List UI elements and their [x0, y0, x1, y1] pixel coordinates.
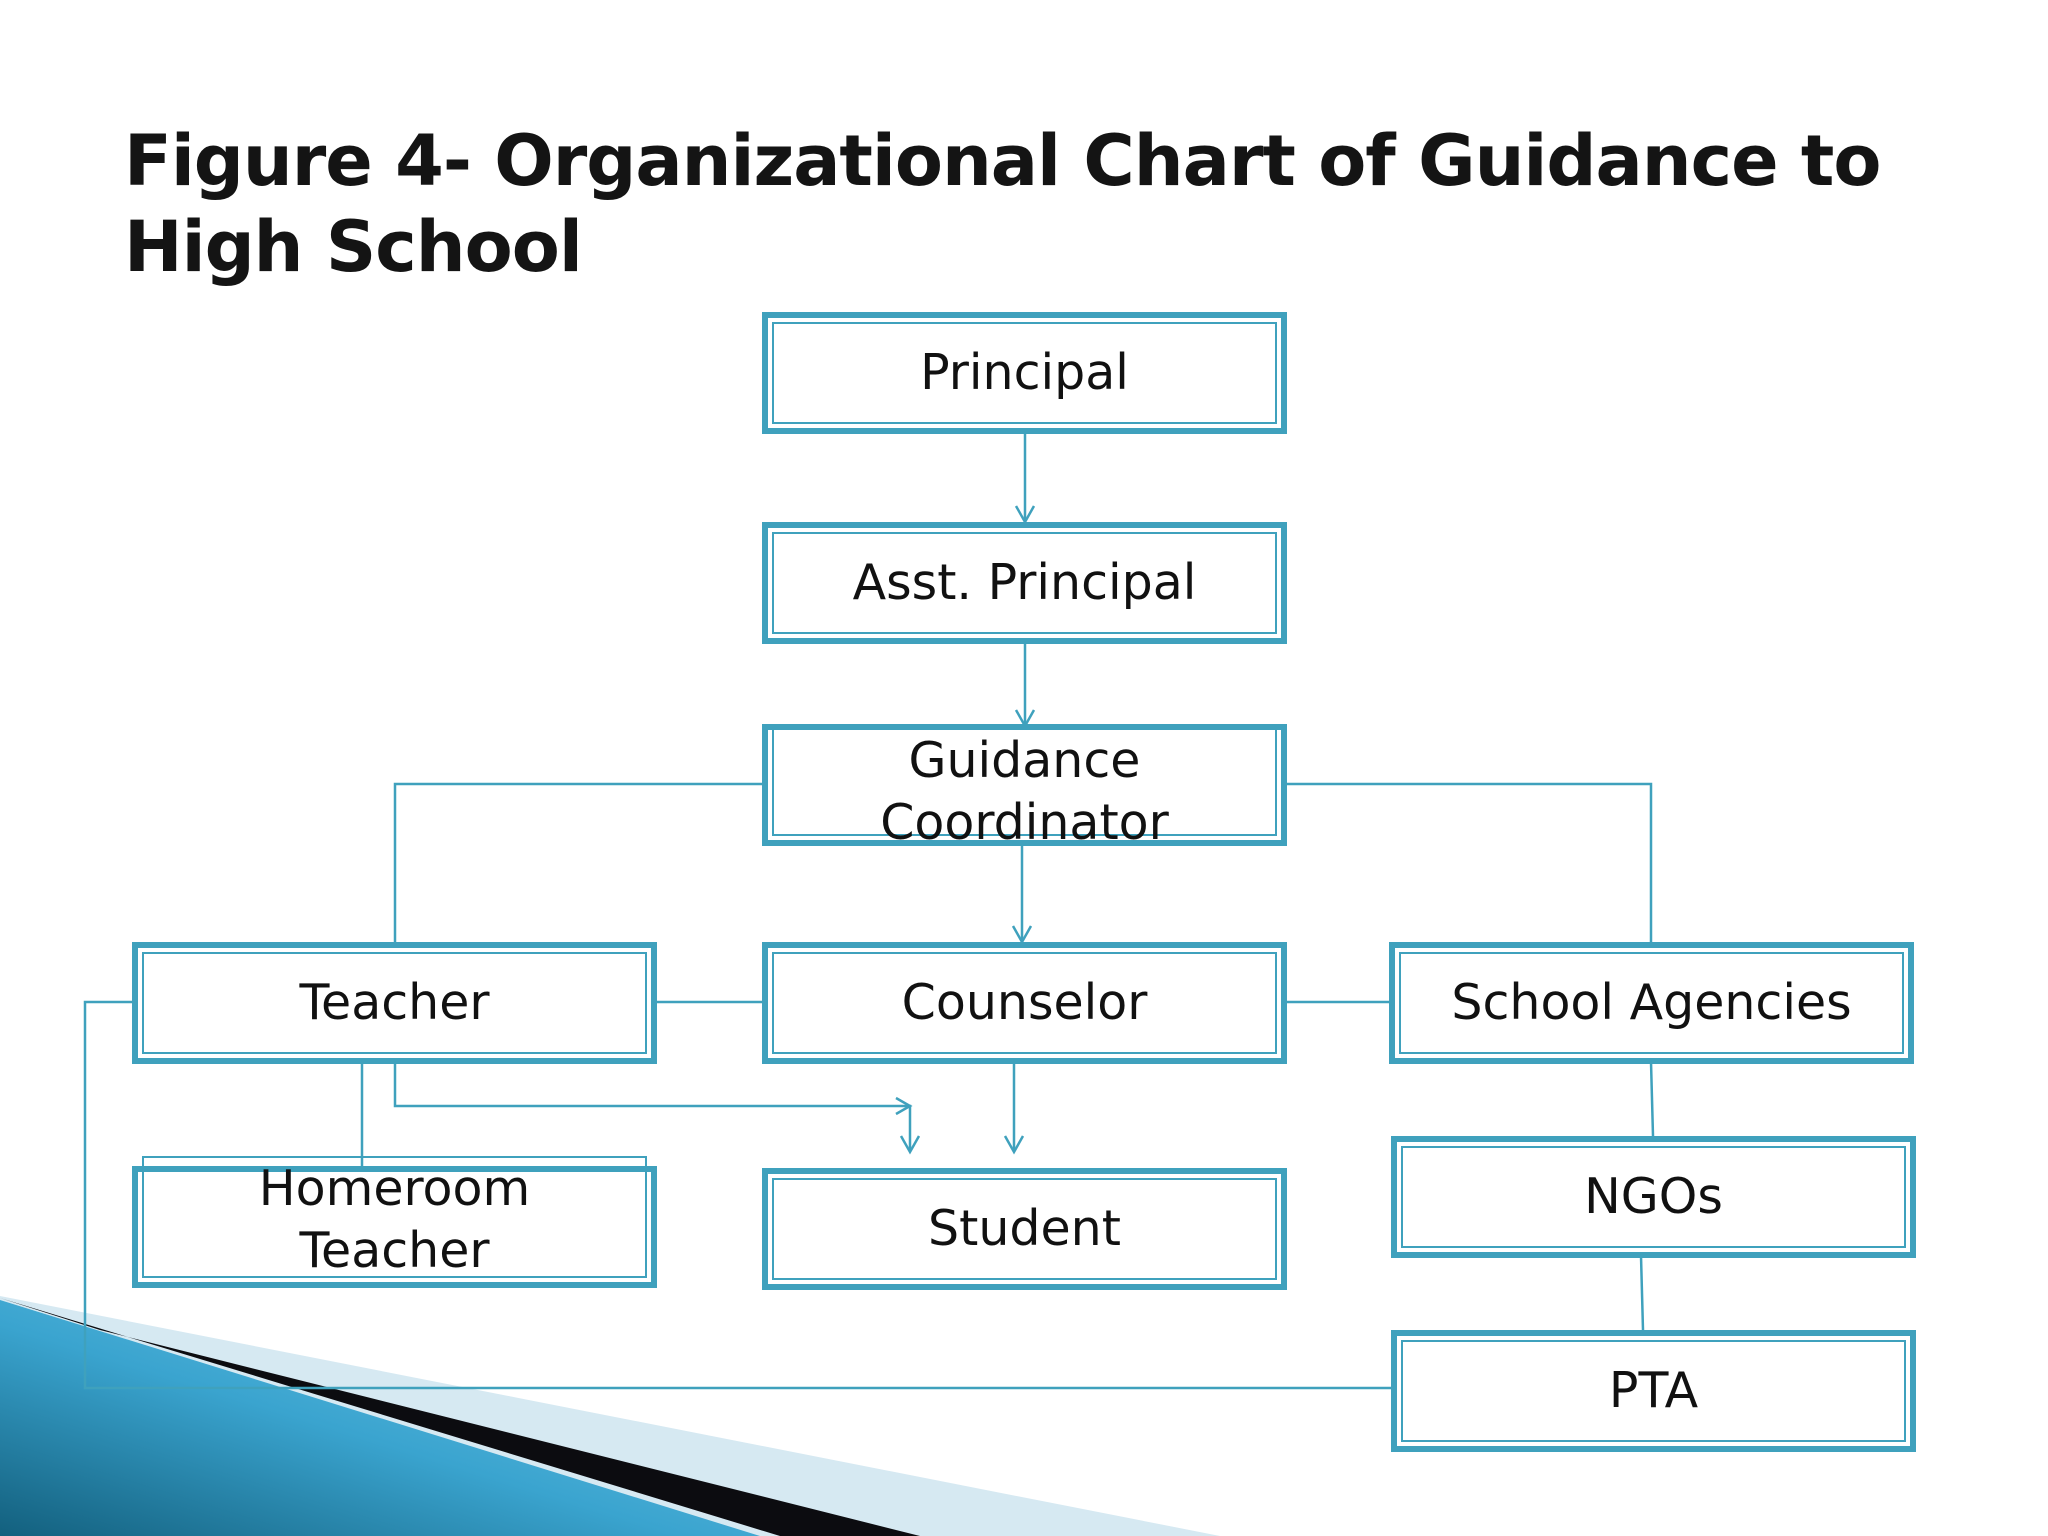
connector-guidance-agencies: [1287, 784, 1651, 942]
node-principal-label: Principal: [920, 344, 1129, 401]
node-counselor-label: Counselor: [901, 974, 1148, 1031]
connector-ngos-pta: [1641, 1256, 1643, 1330]
node-asst-principal-label: Asst. Principal: [852, 554, 1197, 611]
node-school-agencies: [1389, 942, 1914, 1064]
node-school-agencies-label: School Agencies: [1451, 974, 1852, 1031]
node-pta-label: PTA: [1608, 1362, 1699, 1419]
node-student-label: Student: [928, 1200, 1121, 1257]
node-pta: [1391, 1330, 1916, 1452]
connector-agencies-ngos: [1651, 1062, 1653, 1136]
node-homeroom-teacher-label: Homeroom Teacher: [258, 1160, 531, 1279]
node-homeroom-teacher: [132, 1160, 657, 1288]
node-principal: [762, 312, 1287, 434]
page-title: Figure 4- Organizational Chart of Guidance to High School: [124, 120, 1881, 288]
node-guidance-coordinator: [762, 724, 1287, 851]
node-teacher-label: Teacher: [299, 974, 490, 1031]
connector-guidance-teacher: [395, 784, 762, 942]
node-asst-principal: [762, 522, 1287, 644]
node-ngos-label: NGOs: [1584, 1168, 1723, 1225]
node-student: [762, 1168, 1287, 1290]
node-ngos: [1391, 1136, 1916, 1258]
connector-teacher-student: [395, 1062, 910, 1150]
node-guidance-coordinator-label: Guidance Coordinator: [880, 732, 1169, 851]
node-teacher: [132, 942, 657, 1064]
node-counselor: [762, 942, 1287, 1064]
